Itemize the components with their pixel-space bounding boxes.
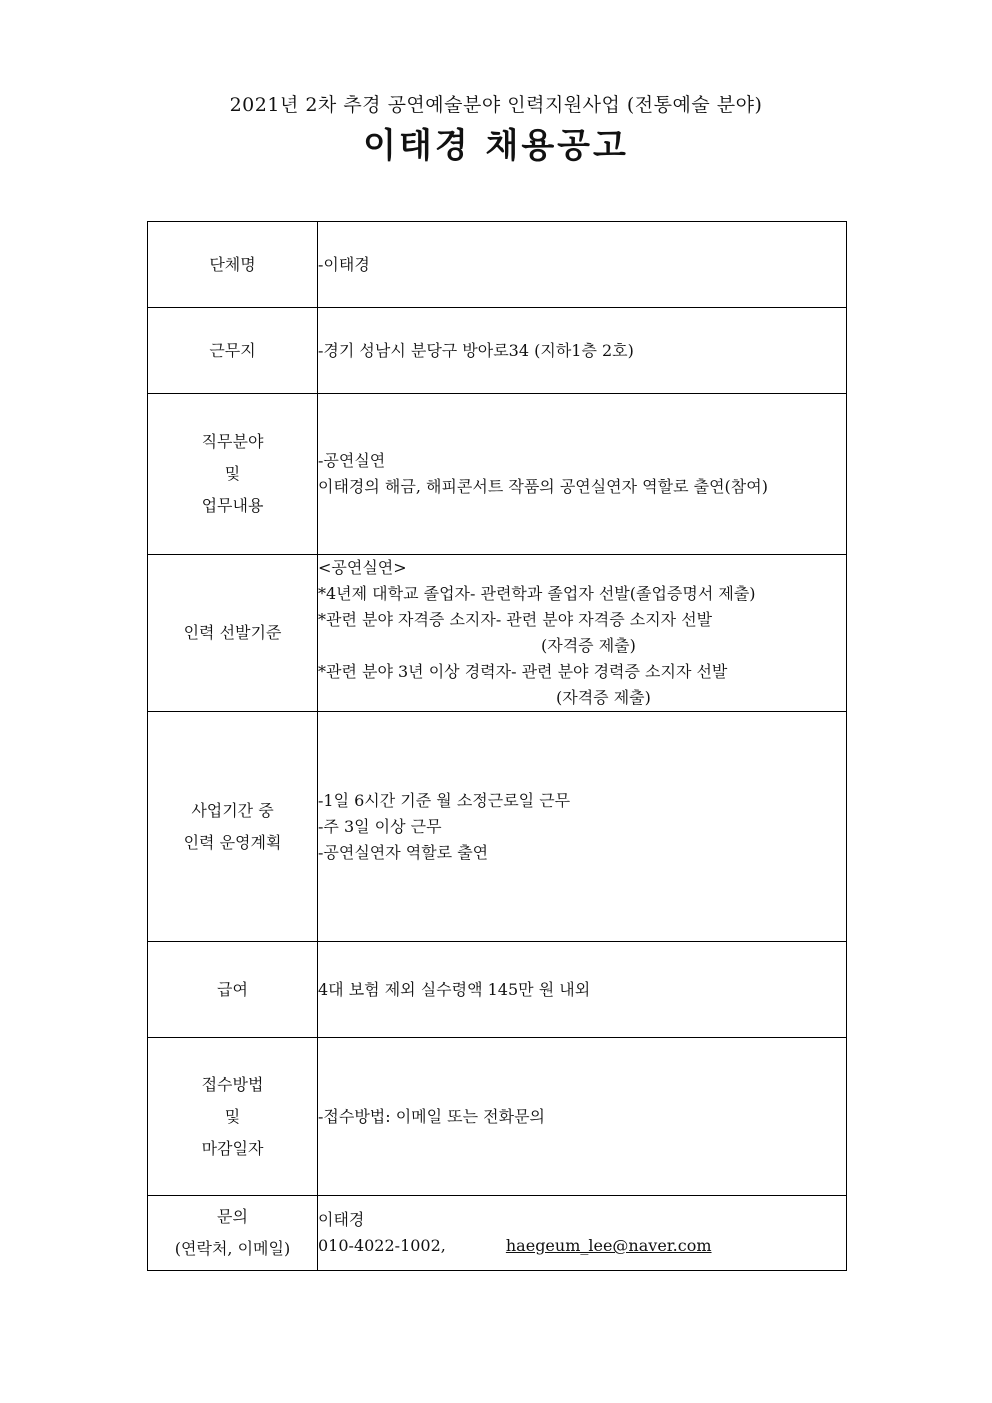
notice-subtitle: 2021년 2차 추경 공연예술분야 인력지원사업 (전통예술 분야) <box>229 94 763 116</box>
row-contact <box>148 1196 847 1271</box>
criteria-line: *관련 분야 3년 이상 경력자- 관련 분야 경력증 소지자 선발 <box>318 662 728 681</box>
row-org <box>148 222 847 308</box>
row-plan <box>148 712 847 942</box>
plan-value <box>318 712 847 942</box>
contact-label-line: (연락처, 이메일) <box>174 1239 291 1258</box>
contact-name: 이태경 <box>318 1210 365 1229</box>
plan-label <box>148 712 318 942</box>
notice-title: 이태경 채용공고 <box>363 126 629 166</box>
row-criteria <box>148 555 847 712</box>
criteria-value <box>318 555 847 712</box>
row-apply <box>148 1038 847 1196</box>
criteria-line: *관련 분야 자격증 소지자- 관련 분야 자격증 소지자 선발 <box>318 610 713 629</box>
apply-label-line: 및 <box>224 1106 241 1126</box>
plan-label-line: 사업기간 중 <box>191 800 274 820</box>
workplace-value: -경기 성남시 분당구 방아로34 (지하1층 2호) <box>318 308 847 394</box>
apply-label-line: 마감일자 <box>201 1138 264 1158</box>
contact-value <box>318 1196 847 1271</box>
duty-label-line: 업무내용 <box>201 496 264 515</box>
apply-label <box>148 1038 318 1196</box>
contact-email-link[interactable]: haegeum_lee@naver.com <box>505 1236 712 1255</box>
criteria-line: (자격증 제출) <box>541 636 636 655</box>
row-salary <box>148 942 847 1038</box>
contact-label <box>148 1196 318 1271</box>
org-value: -이태경 <box>318 222 847 308</box>
duty-label-line: 직무분야 <box>201 432 264 451</box>
recruitment-table <box>147 221 847 1271</box>
contact-phone-email-line <box>318 1233 846 1259</box>
duty-line: 이태경의 해금, 해피콘서트 작품의 공연실연자 역할로 출연(참여) <box>318 477 768 496</box>
duty-label <box>148 394 318 555</box>
criteria-label: 인력 선발기준 <box>148 555 318 712</box>
row-workplace <box>148 308 847 394</box>
duty-label-line: 및 <box>224 464 241 483</box>
criteria-line: *4년제 대학교 졸업자- 관련학과 졸업자 선발(졸업증명서 제출) <box>318 584 756 603</box>
row-duty <box>148 394 847 555</box>
apply-value: -접수방법: 이메일 또는 전화문의 <box>318 1038 847 1196</box>
contact-label-line: 문의 <box>217 1207 248 1226</box>
plan-line: -공연실연자 역할로 출연 <box>318 842 489 862</box>
apply-label-line: 접수방법 <box>201 1074 264 1094</box>
salary-label: 급여 <box>148 942 318 1038</box>
plan-label-line: 인력 운영계획 <box>183 832 282 852</box>
contact-phone: 010-4022-1002, <box>318 1236 446 1255</box>
criteria-line: (자격증 제출) <box>556 688 651 707</box>
plan-line: -1일 6시간 기준 월 소정근로일 근무 <box>318 790 571 810</box>
duty-value <box>318 394 847 555</box>
plan-line: -주 3일 이상 근무 <box>318 816 442 836</box>
duty-line: -공연실연 <box>318 451 386 470</box>
workplace-label: 근무지 <box>148 308 318 394</box>
org-label: 단체명 <box>148 222 318 308</box>
salary-value: 4대 보험 제외 실수령액 145만 원 내외 <box>318 942 847 1038</box>
criteria-line: <공연실연> <box>318 558 407 577</box>
